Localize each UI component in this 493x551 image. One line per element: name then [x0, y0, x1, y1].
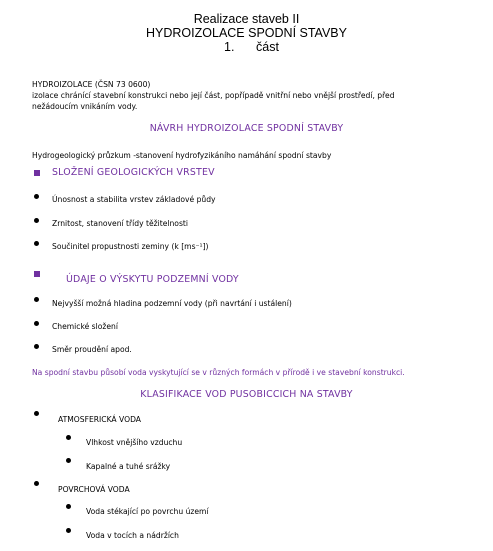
document-subtitle: HYDROIZOLACE SPODNÍ STAVBY [146, 26, 347, 40]
classification-1-sub-item-1: Vlhkost vnějšího vzduchu [86, 438, 183, 447]
geology-item-3: Součinitel propustnosti zeminy (k [ms⁻¹]) [52, 242, 209, 251]
groundwater-bullet-2 [34, 321, 39, 326]
groundwater-item-2: Chemické složení [52, 322, 118, 331]
part-number: 1. [224, 40, 235, 54]
part-word: část [256, 40, 279, 54]
classification-1-sub-bullet-2 [66, 458, 71, 463]
geology-bullet-3 [34, 241, 39, 246]
classification-heading: KLASIFIKACE VOD PUSOBICCICH NA STAVBY [140, 389, 353, 400]
water-forms-note: Na spodní stavbu působí voda vyskytující se v různých formách v přírodě i ve stavební konstrukci. [32, 368, 405, 377]
geology-bullet-1 [34, 194, 39, 199]
classification-label-2: POVRCHOVÁ VODA [58, 485, 130, 494]
classification-2-sub-item-2: Voda v tocích a nádržích [86, 531, 179, 540]
classification-2-sub-bullet-1 [66, 504, 71, 509]
groundwater-bullet-1 [34, 297, 39, 302]
geology-item-2: Zrnitost, stanovení třídy těžitelnosti [52, 219, 188, 228]
intro-label: HYDROIZOLACE (ČSN 73 0600) [32, 80, 151, 89]
classification-1-sub-item-2: Kapalné a tuhé srážky [86, 462, 171, 471]
classification-2-sub-item-1: Voda stékající po povrchu území [86, 507, 209, 516]
groundwater-item-3: Směr proudění apod. [52, 345, 132, 354]
geology-heading: SLOŽENÍ GEOLOGICKÝCH VRSTEV [52, 167, 215, 178]
classification-label-1: ATMOSFERICKÁ VODA [58, 415, 141, 424]
classification-bullet-2 [34, 481, 39, 486]
intro-definition-line1: izolace chránící stavební konstrukci nebo její část, popřípadě vnitřní nebo vnější prostředí, před [32, 91, 395, 100]
document-title: Realizace staveb II [193, 12, 300, 26]
classification-2-sub-bullet-2 [66, 528, 71, 533]
groundwater-bullet-3 [34, 344, 39, 349]
intro-definition-line2: nežádoucím vnikáním vody. [32, 102, 138, 111]
survey-text: Hydrogeologický průzkum -stanovení hydrofyzikáního namáhání spodní stavby [32, 151, 332, 160]
geology-square-bullet [34, 170, 40, 176]
geology-item-1: Únosnost a stabilita vrstev základové půdy [52, 195, 216, 204]
classification-bullet-1 [34, 411, 39, 416]
geology-bullet-2 [34, 218, 39, 223]
classification-1-sub-bullet-1 [66, 435, 71, 440]
design-heading: NÁVRH HYDROIZOLACE SPODNÍ STAVBY [149, 123, 344, 134]
part-heading [0, 40, 493, 54]
groundwater-heading: ÚDAJE O VÝSKYTU PODZEMNÍ VODY [66, 274, 239, 285]
groundwater-square-bullet [34, 271, 40, 277]
groundwater-item-1: Nejvyšší možná hladina podzemní vody (při navrtání i ustálení) [52, 299, 292, 308]
